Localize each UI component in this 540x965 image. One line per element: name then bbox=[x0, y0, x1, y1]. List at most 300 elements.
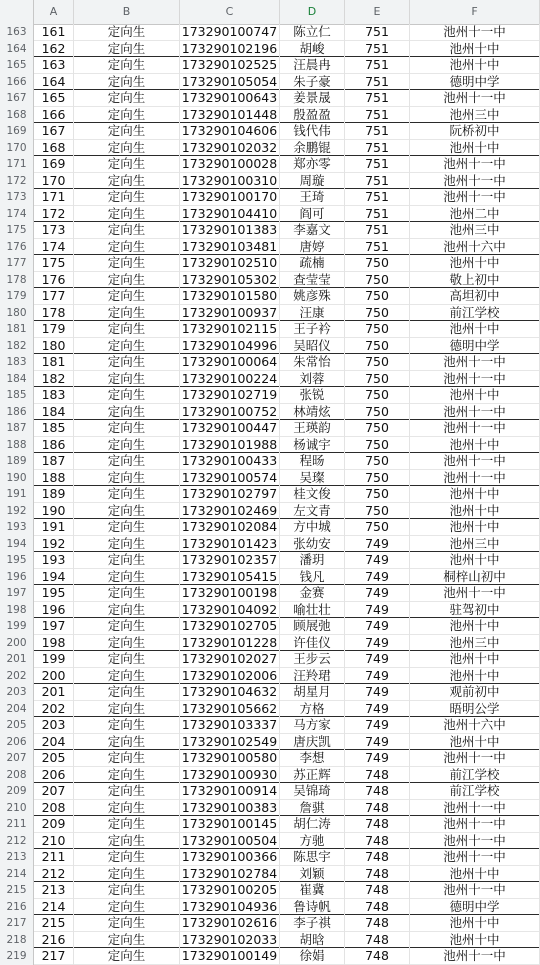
col-d-cell[interactable]: 刘蓉 bbox=[280, 371, 345, 388]
col-f-cell[interactable]: 池州十中 bbox=[410, 915, 540, 932]
col-b-cell[interactable]: 定向生 bbox=[74, 387, 180, 404]
col-f-cell[interactable]: 池州十一中 bbox=[410, 189, 540, 206]
col-e-cell[interactable]: 751 bbox=[345, 57, 410, 74]
row-number[interactable]: 200 bbox=[0, 635, 34, 652]
column-header-b[interactable]: B bbox=[74, 0, 180, 24]
col-f-cell[interactable]: 池州十一中 bbox=[410, 354, 540, 371]
col-d-cell[interactable]: 吴璨 bbox=[280, 470, 345, 487]
col-b-cell[interactable]: 定向生 bbox=[74, 717, 180, 734]
col-b-cell[interactable]: 定向生 bbox=[74, 816, 180, 833]
col-c-cell[interactable]: 173290103337 bbox=[180, 717, 280, 734]
col-b-cell[interactable]: 定向生 bbox=[74, 552, 180, 569]
row-number[interactable]: 192 bbox=[0, 503, 34, 520]
col-b-cell[interactable]: 定向生 bbox=[74, 800, 180, 817]
col-b-cell[interactable]: 定向生 bbox=[74, 305, 180, 322]
col-c-cell[interactable]: 173290100310 bbox=[180, 173, 280, 190]
col-f-cell[interactable]: 德明中学 bbox=[410, 338, 540, 355]
col-c-cell[interactable]: 173290105054 bbox=[180, 74, 280, 91]
col-d-cell[interactable]: 顾展弛 bbox=[280, 618, 345, 635]
col-e-cell[interactable]: 751 bbox=[345, 74, 410, 91]
col-c-cell[interactable]: 173290100447 bbox=[180, 420, 280, 437]
col-b-cell[interactable]: 定向生 bbox=[74, 173, 180, 190]
col-b-cell[interactable]: 定向生 bbox=[74, 206, 180, 223]
col-b-cell[interactable]: 定向生 bbox=[74, 783, 180, 800]
col-b-cell[interactable]: 定向生 bbox=[74, 288, 180, 305]
col-e-cell[interactable]: 750 bbox=[345, 288, 410, 305]
row-number[interactable]: 201 bbox=[0, 651, 34, 668]
col-f-cell[interactable]: 池州十一中 bbox=[410, 173, 540, 190]
col-e-cell[interactable]: 750 bbox=[345, 354, 410, 371]
col-c-cell[interactable]: 173290100937 bbox=[180, 305, 280, 322]
col-e-cell[interactable]: 751 bbox=[345, 222, 410, 239]
col-c-cell[interactable]: 173290100028 bbox=[180, 156, 280, 173]
col-f-cell[interactable]: 敬上初中 bbox=[410, 272, 540, 289]
col-f-cell[interactable]: 池州十一中 bbox=[410, 24, 540, 41]
col-a-cell[interactable]: 166 bbox=[34, 107, 74, 124]
col-d-cell[interactable]: 胡仁涛 bbox=[280, 816, 345, 833]
row-number[interactable]: 193 bbox=[0, 519, 34, 536]
col-f-cell[interactable]: 池州三中 bbox=[410, 536, 540, 553]
col-c-cell[interactable]: 173290101988 bbox=[180, 437, 280, 454]
col-b-cell[interactable]: 定向生 bbox=[74, 866, 180, 883]
col-f-cell[interactable]: 池州三中 bbox=[410, 635, 540, 652]
col-f-cell[interactable]: 高坦初中 bbox=[410, 288, 540, 305]
col-f-cell[interactable]: 池州十中 bbox=[410, 519, 540, 536]
col-e-cell[interactable]: 750 bbox=[345, 305, 410, 322]
col-a-cell[interactable]: 209 bbox=[34, 816, 74, 833]
col-a-cell[interactable]: 210 bbox=[34, 833, 74, 850]
col-f-cell[interactable]: 池州十中 bbox=[410, 866, 540, 883]
col-d-cell[interactable]: 汪晨冉 bbox=[280, 57, 345, 74]
col-c-cell[interactable]: 173290101580 bbox=[180, 288, 280, 305]
col-d-cell[interactable]: 鲁诗帆 bbox=[280, 899, 345, 916]
col-f-cell[interactable]: 池州十一中 bbox=[410, 156, 540, 173]
col-d-cell[interactable]: 左文青 bbox=[280, 503, 345, 520]
col-b-cell[interactable]: 定向生 bbox=[74, 899, 180, 916]
row-number[interactable]: 215 bbox=[0, 882, 34, 899]
col-f-cell[interactable]: 池州十中 bbox=[410, 140, 540, 157]
col-a-cell[interactable]: 165 bbox=[34, 90, 74, 107]
row-number[interactable]: 176 bbox=[0, 239, 34, 256]
col-c-cell[interactable]: 173290105302 bbox=[180, 272, 280, 289]
col-d-cell[interactable]: 吴昭仪 bbox=[280, 338, 345, 355]
col-b-cell[interactable]: 定向生 bbox=[74, 239, 180, 256]
col-f-cell[interactable]: 池州十一中 bbox=[410, 882, 540, 899]
col-d-cell[interactable]: 周璇 bbox=[280, 173, 345, 190]
col-e-cell[interactable]: 749 bbox=[345, 602, 410, 619]
col-d-cell[interactable]: 喻壮壮 bbox=[280, 602, 345, 619]
col-e-cell[interactable]: 750 bbox=[345, 387, 410, 404]
col-b-cell[interactable]: 定向生 bbox=[74, 156, 180, 173]
col-a-cell[interactable]: 168 bbox=[34, 140, 74, 157]
col-a-cell[interactable]: 178 bbox=[34, 305, 74, 322]
col-b-cell[interactable]: 定向生 bbox=[74, 536, 180, 553]
column-header-e[interactable]: E bbox=[345, 0, 410, 24]
col-b-cell[interactable]: 定向生 bbox=[74, 74, 180, 91]
col-f-cell[interactable]: 池州十一中 bbox=[410, 849, 540, 866]
col-b-cell[interactable]: 定向生 bbox=[74, 453, 180, 470]
col-d-cell[interactable]: 查莹莹 bbox=[280, 272, 345, 289]
col-b-cell[interactable]: 定向生 bbox=[74, 272, 180, 289]
col-b-cell[interactable]: 定向生 bbox=[74, 948, 180, 965]
col-f-cell[interactable]: 池州十中 bbox=[410, 618, 540, 635]
col-e-cell[interactable]: 751 bbox=[345, 206, 410, 223]
col-e-cell[interactable]: 750 bbox=[345, 321, 410, 338]
col-f-cell[interactable]: 池州十中 bbox=[410, 57, 540, 74]
col-c-cell[interactable]: 173290100383 bbox=[180, 800, 280, 817]
col-d-cell[interactable]: 朱常怡 bbox=[280, 354, 345, 371]
col-e-cell[interactable]: 748 bbox=[345, 932, 410, 949]
col-b-cell[interactable]: 定向生 bbox=[74, 585, 180, 602]
col-c-cell[interactable]: 173290100366 bbox=[180, 849, 280, 866]
col-d-cell[interactable]: 许佳仪 bbox=[280, 635, 345, 652]
row-number[interactable]: 171 bbox=[0, 156, 34, 173]
col-b-cell[interactable]: 定向生 bbox=[74, 882, 180, 899]
col-e-cell[interactable]: 749 bbox=[345, 651, 410, 668]
col-e-cell[interactable]: 749 bbox=[345, 635, 410, 652]
col-c-cell[interactable]: 173290105415 bbox=[180, 569, 280, 586]
row-number[interactable]: 185 bbox=[0, 387, 34, 404]
row-number[interactable]: 165 bbox=[0, 57, 34, 74]
row-number[interactable]: 219 bbox=[0, 948, 34, 965]
col-d-cell[interactable]: 金赛 bbox=[280, 585, 345, 602]
col-f-cell[interactable]: 驻驾初中 bbox=[410, 602, 540, 619]
col-a-cell[interactable]: 198 bbox=[34, 635, 74, 652]
col-b-cell[interactable]: 定向生 bbox=[74, 90, 180, 107]
col-b-cell[interactable]: 定向生 bbox=[74, 915, 180, 932]
col-f-cell[interactable]: 池州十中 bbox=[410, 321, 540, 338]
col-e-cell[interactable]: 750 bbox=[345, 371, 410, 388]
col-c-cell[interactable]: 173290102084 bbox=[180, 519, 280, 536]
col-b-cell[interactable]: 定向生 bbox=[74, 734, 180, 751]
col-c-cell[interactable]: 173290102705 bbox=[180, 618, 280, 635]
col-d-cell[interactable]: 陈思宇 bbox=[280, 849, 345, 866]
col-f-cell[interactable]: 池州十中 bbox=[410, 651, 540, 668]
col-e-cell[interactable]: 749 bbox=[345, 618, 410, 635]
col-d-cell[interactable]: 姜景晟 bbox=[280, 90, 345, 107]
col-f-cell[interactable]: 池州十中 bbox=[410, 552, 540, 569]
col-e-cell[interactable]: 751 bbox=[345, 107, 410, 124]
col-c-cell[interactable]: 173290102357 bbox=[180, 552, 280, 569]
row-number[interactable]: 207 bbox=[0, 750, 34, 767]
row-number[interactable]: 166 bbox=[0, 74, 34, 91]
row-number[interactable]: 163 bbox=[0, 24, 34, 41]
col-e-cell[interactable]: 750 bbox=[345, 404, 410, 421]
col-c-cell[interactable]: 173290100149 bbox=[180, 948, 280, 965]
col-e-cell[interactable]: 750 bbox=[345, 470, 410, 487]
col-c-cell[interactable]: 173290101448 bbox=[180, 107, 280, 124]
col-e-cell[interactable]: 748 bbox=[345, 816, 410, 833]
row-number[interactable]: 168 bbox=[0, 107, 34, 124]
col-f-cell[interactable]: 池州十一中 bbox=[410, 816, 540, 833]
col-c-cell[interactable]: 173290103481 bbox=[180, 239, 280, 256]
row-number[interactable]: 178 bbox=[0, 272, 34, 289]
col-d-cell[interactable]: 王步云 bbox=[280, 651, 345, 668]
col-a-cell[interactable]: 201 bbox=[34, 684, 74, 701]
col-f-cell[interactable]: 池州十中 bbox=[410, 503, 540, 520]
col-a-cell[interactable]: 192 bbox=[34, 536, 74, 553]
col-b-cell[interactable]: 定向生 bbox=[74, 140, 180, 157]
col-c-cell[interactable]: 173290102006 bbox=[180, 668, 280, 685]
row-number[interactable]: 188 bbox=[0, 437, 34, 454]
col-e-cell[interactable]: 751 bbox=[345, 189, 410, 206]
row-number[interactable]: 216 bbox=[0, 899, 34, 916]
col-f-cell[interactable]: 池州十中 bbox=[410, 41, 540, 58]
row-number[interactable]: 202 bbox=[0, 668, 34, 685]
col-c-cell[interactable]: 173290100145 bbox=[180, 816, 280, 833]
row-number[interactable]: 198 bbox=[0, 602, 34, 619]
row-number[interactable]: 177 bbox=[0, 255, 34, 272]
col-e-cell[interactable]: 750 bbox=[345, 453, 410, 470]
col-b-cell[interactable]: 定向生 bbox=[74, 41, 180, 58]
row-number[interactable]: 197 bbox=[0, 585, 34, 602]
row-number[interactable]: 175 bbox=[0, 222, 34, 239]
col-b-cell[interactable]: 定向生 bbox=[74, 371, 180, 388]
col-c-cell[interactable]: 173290100205 bbox=[180, 882, 280, 899]
col-a-cell[interactable]: 217 bbox=[34, 948, 74, 965]
col-f-cell[interactable]: 池州十一中 bbox=[410, 800, 540, 817]
col-a-cell[interactable]: 163 bbox=[34, 57, 74, 74]
col-e-cell[interactable]: 750 bbox=[345, 437, 410, 454]
col-b-cell[interactable]: 定向生 bbox=[74, 404, 180, 421]
col-c-cell[interactable]: 173290100580 bbox=[180, 750, 280, 767]
col-d-cell[interactable]: 钱代伟 bbox=[280, 123, 345, 140]
column-header-a[interactable]: A bbox=[34, 0, 74, 24]
row-number[interactable]: 217 bbox=[0, 915, 34, 932]
col-e-cell[interactable]: 748 bbox=[345, 849, 410, 866]
col-d-cell[interactable]: 李想 bbox=[280, 750, 345, 767]
col-b-cell[interactable]: 定向生 bbox=[74, 750, 180, 767]
row-number[interactable]: 170 bbox=[0, 140, 34, 157]
col-a-cell[interactable]: 187 bbox=[34, 453, 74, 470]
row-number[interactable]: 180 bbox=[0, 305, 34, 322]
column-header-f[interactable]: F bbox=[410, 0, 540, 24]
col-a-cell[interactable]: 185 bbox=[34, 420, 74, 437]
row-number[interactable]: 194 bbox=[0, 536, 34, 553]
row-number[interactable]: 172 bbox=[0, 173, 34, 190]
row-number[interactable]: 190 bbox=[0, 470, 34, 487]
col-d-cell[interactable]: 杨诚宇 bbox=[280, 437, 345, 454]
col-e-cell[interactable]: 751 bbox=[345, 90, 410, 107]
row-number[interactable]: 195 bbox=[0, 552, 34, 569]
col-a-cell[interactable]: 213 bbox=[34, 882, 74, 899]
col-e-cell[interactable]: 751 bbox=[345, 173, 410, 190]
col-a-cell[interactable]: 184 bbox=[34, 404, 74, 421]
col-a-cell[interactable]: 176 bbox=[34, 272, 74, 289]
col-a-cell[interactable]: 204 bbox=[34, 734, 74, 751]
col-f-cell[interactable]: 德明中学 bbox=[410, 899, 540, 916]
col-f-cell[interactable]: 池州十一中 bbox=[410, 420, 540, 437]
col-e-cell[interactable]: 749 bbox=[345, 684, 410, 701]
col-e-cell[interactable]: 749 bbox=[345, 585, 410, 602]
col-a-cell[interactable]: 186 bbox=[34, 437, 74, 454]
col-c-cell[interactable]: 173290100198 bbox=[180, 585, 280, 602]
col-e-cell[interactable]: 749 bbox=[345, 750, 410, 767]
col-a-cell[interactable]: 170 bbox=[34, 173, 74, 190]
col-a-cell[interactable]: 179 bbox=[34, 321, 74, 338]
col-e-cell[interactable]: 749 bbox=[345, 668, 410, 685]
col-a-cell[interactable]: 188 bbox=[34, 470, 74, 487]
col-a-cell[interactable]: 206 bbox=[34, 767, 74, 784]
col-e-cell[interactable]: 751 bbox=[345, 123, 410, 140]
col-e-cell[interactable]: 750 bbox=[345, 486, 410, 503]
col-f-cell[interactable]: 德明中学 bbox=[410, 74, 540, 91]
col-a-cell[interactable]: 174 bbox=[34, 239, 74, 256]
row-number[interactable]: 173 bbox=[0, 189, 34, 206]
col-e-cell[interactable]: 751 bbox=[345, 24, 410, 41]
col-e-cell[interactable]: 750 bbox=[345, 338, 410, 355]
col-f-cell[interactable]: 池州十一中 bbox=[410, 404, 540, 421]
col-e-cell[interactable]: 749 bbox=[345, 552, 410, 569]
row-number[interactable]: 199 bbox=[0, 618, 34, 635]
col-d-cell[interactable]: 王瑛韵 bbox=[280, 420, 345, 437]
col-c-cell[interactable]: 173290100752 bbox=[180, 404, 280, 421]
col-a-cell[interactable]: 205 bbox=[34, 750, 74, 767]
col-a-cell[interactable]: 195 bbox=[34, 585, 74, 602]
col-c-cell[interactable]: 173290100224 bbox=[180, 371, 280, 388]
row-number[interactable]: 169 bbox=[0, 123, 34, 140]
row-number[interactable]: 186 bbox=[0, 404, 34, 421]
col-b-cell[interactable]: 定向生 bbox=[74, 437, 180, 454]
col-c-cell[interactable]: 173290102719 bbox=[180, 387, 280, 404]
col-b-cell[interactable]: 定向生 bbox=[74, 57, 180, 74]
col-c-cell[interactable]: 173290102027 bbox=[180, 651, 280, 668]
col-a-cell[interactable]: 193 bbox=[34, 552, 74, 569]
col-f-cell[interactable]: 池州十一中 bbox=[410, 585, 540, 602]
col-c-cell[interactable]: 173290102032 bbox=[180, 140, 280, 157]
col-c-cell[interactable]: 173290101383 bbox=[180, 222, 280, 239]
col-f-cell[interactable]: 池州十中 bbox=[410, 668, 540, 685]
row-number[interactable]: 189 bbox=[0, 453, 34, 470]
col-e-cell[interactable]: 748 bbox=[345, 783, 410, 800]
col-a-cell[interactable]: 180 bbox=[34, 338, 74, 355]
col-d-cell[interactable]: 李嘉文 bbox=[280, 222, 345, 239]
row-number[interactable]: 183 bbox=[0, 354, 34, 371]
col-c-cell[interactable]: 173290102525 bbox=[180, 57, 280, 74]
col-b-cell[interactable]: 定向生 bbox=[74, 189, 180, 206]
col-b-cell[interactable]: 定向生 bbox=[74, 222, 180, 239]
col-d-cell[interactable]: 疏楠 bbox=[280, 255, 345, 272]
col-f-cell[interactable]: 池州十一中 bbox=[410, 90, 540, 107]
col-c-cell[interactable]: 173290104632 bbox=[180, 684, 280, 701]
col-c-cell[interactable]: 173290105662 bbox=[180, 701, 280, 718]
col-c-cell[interactable]: 173290102784 bbox=[180, 866, 280, 883]
col-c-cell[interactable]: 173290104410 bbox=[180, 206, 280, 223]
col-d-cell[interactable]: 徐娟 bbox=[280, 948, 345, 965]
col-d-cell[interactable]: 唐婷 bbox=[280, 239, 345, 256]
col-b-cell[interactable]: 定向生 bbox=[74, 24, 180, 41]
col-d-cell[interactable]: 王琦 bbox=[280, 189, 345, 206]
col-e-cell[interactable]: 749 bbox=[345, 717, 410, 734]
col-a-cell[interactable]: 169 bbox=[34, 156, 74, 173]
col-a-cell[interactable]: 183 bbox=[34, 387, 74, 404]
col-f-cell[interactable]: 阮桥初中 bbox=[410, 123, 540, 140]
col-f-cell[interactable]: 池州十中 bbox=[410, 734, 540, 751]
col-e-cell[interactable]: 748 bbox=[345, 767, 410, 784]
col-f-cell[interactable]: 池州十六中 bbox=[410, 717, 540, 734]
row-number[interactable]: 181 bbox=[0, 321, 34, 338]
col-d-cell[interactable]: 汪羚珺 bbox=[280, 668, 345, 685]
col-a-cell[interactable]: 215 bbox=[34, 915, 74, 932]
row-number[interactable]: 203 bbox=[0, 684, 34, 701]
row-number[interactable]: 218 bbox=[0, 932, 34, 949]
col-f-cell[interactable]: 前江学校 bbox=[410, 305, 540, 322]
col-e-cell[interactable]: 750 bbox=[345, 519, 410, 536]
row-number[interactable]: 214 bbox=[0, 866, 34, 883]
col-c-cell[interactable]: 173290100643 bbox=[180, 90, 280, 107]
col-d-cell[interactable]: 胡晗 bbox=[280, 932, 345, 949]
col-e-cell[interactable]: 748 bbox=[345, 915, 410, 932]
col-e-cell[interactable]: 750 bbox=[345, 272, 410, 289]
col-a-cell[interactable]: 164 bbox=[34, 74, 74, 91]
col-d-cell[interactable]: 殷盈盈 bbox=[280, 107, 345, 124]
col-a-cell[interactable]: 173 bbox=[34, 222, 74, 239]
col-d-cell[interactable]: 郑亦零 bbox=[280, 156, 345, 173]
col-b-cell[interactable]: 定向生 bbox=[74, 107, 180, 124]
row-number[interactable]: 191 bbox=[0, 486, 34, 503]
row-number[interactable]: 167 bbox=[0, 90, 34, 107]
col-f-cell[interactable]: 前江学校 bbox=[410, 783, 540, 800]
col-f-cell[interactable]: 池州十中 bbox=[410, 255, 540, 272]
col-c-cell[interactable]: 173290104996 bbox=[180, 338, 280, 355]
col-a-cell[interactable]: 197 bbox=[34, 618, 74, 635]
row-number[interactable]: 184 bbox=[0, 371, 34, 388]
col-b-cell[interactable]: 定向生 bbox=[74, 255, 180, 272]
col-b-cell[interactable]: 定向生 bbox=[74, 519, 180, 536]
col-b-cell[interactable]: 定向生 bbox=[74, 635, 180, 652]
col-a-cell[interactable]: 191 bbox=[34, 519, 74, 536]
row-number[interactable]: 211 bbox=[0, 816, 34, 833]
row-number[interactable]: 179 bbox=[0, 288, 34, 305]
col-d-cell[interactable]: 唐庆凯 bbox=[280, 734, 345, 751]
col-b-cell[interactable]: 定向生 bbox=[74, 470, 180, 487]
col-d-cell[interactable]: 桂文俊 bbox=[280, 486, 345, 503]
col-d-cell[interactable]: 吴锦琦 bbox=[280, 783, 345, 800]
col-a-cell[interactable]: 196 bbox=[34, 602, 74, 619]
row-number[interactable]: 210 bbox=[0, 800, 34, 817]
row-number[interactable]: 208 bbox=[0, 767, 34, 784]
row-number[interactable]: 213 bbox=[0, 849, 34, 866]
col-d-cell[interactable]: 姚彦殊 bbox=[280, 288, 345, 305]
col-d-cell[interactable]: 苏正辉 bbox=[280, 767, 345, 784]
row-number[interactable]: 204 bbox=[0, 701, 34, 718]
col-b-cell[interactable]: 定向生 bbox=[74, 354, 180, 371]
col-b-cell[interactable]: 定向生 bbox=[74, 321, 180, 338]
col-a-cell[interactable]: 162 bbox=[34, 41, 74, 58]
col-d-cell[interactable]: 余鹏锟 bbox=[280, 140, 345, 157]
col-d-cell[interactable]: 崔冀 bbox=[280, 882, 345, 899]
col-a-cell[interactable]: 211 bbox=[34, 849, 74, 866]
col-a-cell[interactable]: 214 bbox=[34, 899, 74, 916]
col-f-cell[interactable]: 观前初中 bbox=[410, 684, 540, 701]
col-e-cell[interactable]: 750 bbox=[345, 420, 410, 437]
row-number[interactable]: 196 bbox=[0, 569, 34, 586]
col-a-cell[interactable]: 172 bbox=[34, 206, 74, 223]
col-c-cell[interactable]: 173290101228 bbox=[180, 635, 280, 652]
col-e-cell[interactable]: 751 bbox=[345, 140, 410, 157]
col-c-cell[interactable]: 173290102115 bbox=[180, 321, 280, 338]
col-c-cell[interactable]: 173290100574 bbox=[180, 470, 280, 487]
col-d-cell[interactable]: 阎可 bbox=[280, 206, 345, 223]
col-c-cell[interactable]: 173290102196 bbox=[180, 41, 280, 58]
col-c-cell[interactable]: 173290102797 bbox=[180, 486, 280, 503]
col-b-cell[interactable]: 定向生 bbox=[74, 651, 180, 668]
col-b-cell[interactable]: 定向生 bbox=[74, 123, 180, 140]
col-e-cell[interactable]: 750 bbox=[345, 255, 410, 272]
col-e-cell[interactable]: 749 bbox=[345, 536, 410, 553]
col-c-cell[interactable]: 173290104092 bbox=[180, 602, 280, 619]
col-b-cell[interactable]: 定向生 bbox=[74, 569, 180, 586]
